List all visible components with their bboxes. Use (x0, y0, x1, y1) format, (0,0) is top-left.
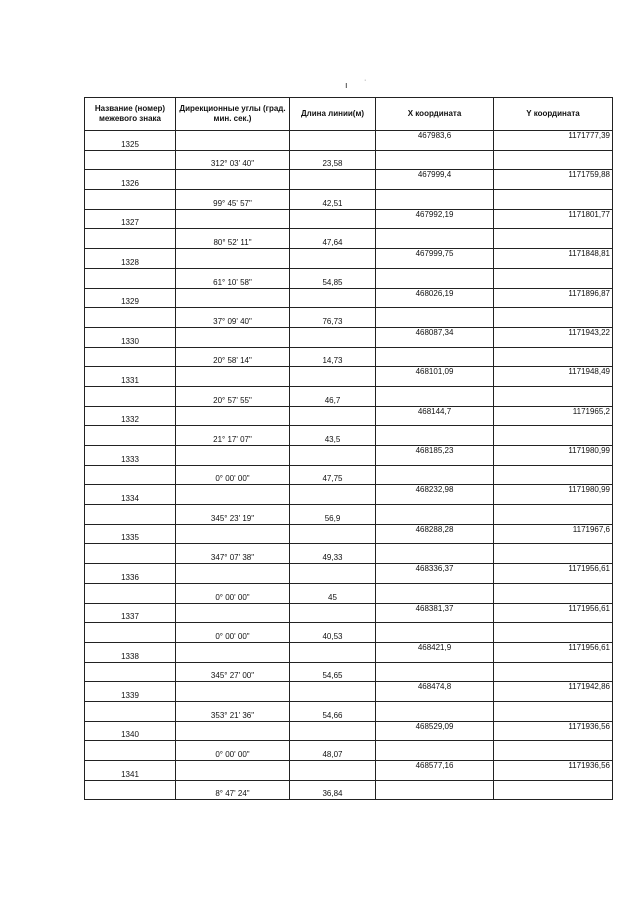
direction-angle-cell (176, 642, 290, 662)
line-length-cell: 48,07 (290, 741, 376, 761)
x-coordinate-cell: 468336,37 (376, 564, 494, 584)
line-length-cell (290, 761, 376, 781)
table-row (85, 662, 613, 682)
table-row (85, 446, 613, 466)
table-row (85, 761, 613, 781)
y-coordinate-cell (494, 229, 613, 249)
direction-angle-cell (176, 446, 290, 466)
line-length-cell (290, 564, 376, 584)
x-coordinate-cell (376, 780, 494, 800)
direction-angle-cell (176, 524, 290, 544)
marker-name-cell: 1333 (85, 446, 176, 466)
marker-name-cell: 1338 (85, 642, 176, 662)
y-coordinate-cell: 1171956,61 (494, 564, 613, 584)
table-row (85, 701, 613, 721)
y-coordinate-cell: 1171980,99 (494, 485, 613, 505)
direction-angle-cell: 21° 17' 07" (176, 426, 290, 446)
x-coordinate-cell: 468232,98 (376, 485, 494, 505)
direction-angle-cell (176, 682, 290, 702)
y-coordinate-cell (494, 386, 613, 406)
marker-name-cell: 1327 (85, 209, 176, 229)
y-coordinate-cell (494, 662, 613, 682)
line-length-cell: 56,9 (290, 505, 376, 525)
table-row (85, 564, 613, 584)
y-coordinate-cell (494, 347, 613, 367)
header-line-length: Длина линии(м) (290, 98, 376, 131)
direction-angle-cell (176, 131, 290, 151)
direction-angle-cell (176, 406, 290, 426)
line-length-cell: 45 (290, 583, 376, 603)
header-marker-name: Название (номер) межевого знака (85, 98, 176, 131)
direction-angle-cell (176, 761, 290, 781)
x-coordinate-cell: 467992,19 (376, 209, 494, 229)
x-coordinate-cell (376, 583, 494, 603)
table-row (85, 721, 613, 741)
table-row (85, 131, 613, 151)
table-row (85, 524, 613, 544)
y-coordinate-cell: 1171896,87 (494, 288, 613, 308)
line-length-cell: 14,73 (290, 347, 376, 367)
scan-mark: ı (345, 80, 348, 90)
table-row (85, 386, 613, 406)
y-coordinate-cell: 1171956,61 (494, 642, 613, 662)
line-length-cell: 49,33 (290, 544, 376, 564)
direction-angle-cell (176, 721, 290, 741)
line-length-cell (290, 406, 376, 426)
x-coordinate-cell (376, 544, 494, 564)
x-coordinate-cell: 468026,19 (376, 288, 494, 308)
scan-mark: · (364, 77, 367, 84)
x-coordinate-cell (376, 701, 494, 721)
direction-angle-cell: 345° 23' 19" (176, 505, 290, 525)
marker-name-cell (85, 268, 176, 288)
table-body (85, 131, 613, 800)
x-coordinate-cell: 468381,37 (376, 603, 494, 623)
x-coordinate-cell: 468087,34 (376, 327, 494, 347)
x-coordinate-cell: 467999,4 (376, 170, 494, 190)
table-row (85, 268, 613, 288)
header-y-coordinate: Y координата (494, 98, 613, 131)
line-length-cell (290, 446, 376, 466)
line-length-cell: 76,73 (290, 308, 376, 328)
marker-name-cell: 1331 (85, 367, 176, 387)
table-row (85, 623, 613, 643)
y-coordinate-cell: 1171956,61 (494, 603, 613, 623)
direction-angle-cell: 353° 21' 36" (176, 701, 290, 721)
x-coordinate-cell: 468529,09 (376, 721, 494, 741)
table-row (85, 485, 613, 505)
marker-name-cell: 1328 (85, 249, 176, 269)
y-coordinate-cell: 1171777,39 (494, 131, 613, 151)
y-coordinate-cell: 1171801,77 (494, 209, 613, 229)
direction-angle-cell: 20° 57' 55" (176, 386, 290, 406)
marker-name-cell: 1334 (85, 485, 176, 505)
direction-angle-cell (176, 209, 290, 229)
marker-name-cell: 1341 (85, 761, 176, 781)
marker-name-cell: 1332 (85, 406, 176, 426)
line-length-cell (290, 131, 376, 151)
y-coordinate-cell (494, 268, 613, 288)
line-length-cell (290, 209, 376, 229)
x-coordinate-cell (376, 505, 494, 525)
line-length-cell (290, 682, 376, 702)
direction-angle-cell: 0° 00' 00" (176, 583, 290, 603)
y-coordinate-cell: 1171848,81 (494, 249, 613, 269)
direction-angle-cell: 20° 58' 14" (176, 347, 290, 367)
x-coordinate-cell (376, 229, 494, 249)
y-coordinate-cell: 1171943,22 (494, 327, 613, 347)
line-length-cell (290, 603, 376, 623)
line-length-cell: 40,53 (290, 623, 376, 643)
line-length-cell (290, 642, 376, 662)
y-coordinate-cell: 1171948,49 (494, 367, 613, 387)
line-length-cell (290, 249, 376, 269)
y-coordinate-cell (494, 150, 613, 170)
direction-angle-cell (176, 485, 290, 505)
direction-angle-cell (176, 367, 290, 387)
marker-name-cell (85, 505, 176, 525)
line-length-cell: 54,85 (290, 268, 376, 288)
y-coordinate-cell (494, 583, 613, 603)
y-coordinate-cell: 1171936,56 (494, 761, 613, 781)
line-length-cell (290, 721, 376, 741)
marker-name-cell (85, 386, 176, 406)
line-length-cell: 43,5 (290, 426, 376, 446)
line-length-cell: 54,65 (290, 662, 376, 682)
marker-name-cell: 1337 (85, 603, 176, 623)
table-row (85, 465, 613, 485)
marker-name-cell (85, 465, 176, 485)
table-row (85, 170, 613, 190)
y-coordinate-cell: 1171965,2 (494, 406, 613, 426)
y-coordinate-cell: 1171936,56 (494, 721, 613, 741)
marker-name-cell (85, 780, 176, 800)
marker-name-cell (85, 229, 176, 249)
y-coordinate-cell (494, 780, 613, 800)
table-row (85, 603, 613, 623)
line-length-cell (290, 524, 376, 544)
y-coordinate-cell (494, 426, 613, 446)
x-coordinate-cell (376, 465, 494, 485)
x-coordinate-cell: 467983,6 (376, 131, 494, 151)
y-coordinate-cell (494, 623, 613, 643)
line-length-cell: 42,51 (290, 190, 376, 210)
direction-angle-cell (176, 603, 290, 623)
marker-name-cell (85, 426, 176, 446)
direction-angle-cell (176, 564, 290, 584)
marker-name-cell (85, 190, 176, 210)
direction-angle-cell: 80° 52' 11" (176, 229, 290, 249)
direction-angle-cell (176, 288, 290, 308)
direction-angle-cell: 312° 03' 40" (176, 150, 290, 170)
x-coordinate-cell: 467999,75 (376, 249, 494, 269)
x-coordinate-cell: 468101,09 (376, 367, 494, 387)
y-coordinate-cell: 1171980,99 (494, 446, 613, 466)
line-length-cell: 23,58 (290, 150, 376, 170)
line-length-cell: 47,64 (290, 229, 376, 249)
marker-name-cell: 1336 (85, 564, 176, 584)
y-coordinate-cell (494, 701, 613, 721)
x-coordinate-cell: 468288,28 (376, 524, 494, 544)
table-header (85, 98, 613, 131)
marker-name-cell: 1325 (85, 131, 176, 151)
table-row (85, 229, 613, 249)
marker-name-cell (85, 150, 176, 170)
marker-name-cell (85, 741, 176, 761)
direction-angle-cell: 0° 00' 00" (176, 623, 290, 643)
direction-angle-cell: 345° 27' 00" (176, 662, 290, 682)
marker-name-cell (85, 308, 176, 328)
line-length-cell: 36,84 (290, 780, 376, 800)
x-coordinate-cell (376, 150, 494, 170)
table-row (85, 406, 613, 426)
x-coordinate-cell (376, 308, 494, 328)
direction-angle-cell (176, 249, 290, 269)
marker-name-cell: 1329 (85, 288, 176, 308)
marker-name-cell: 1339 (85, 682, 176, 702)
x-coordinate-cell (376, 623, 494, 643)
table-row (85, 288, 613, 308)
line-length-cell: 47,75 (290, 465, 376, 485)
y-coordinate-cell: 1171942,86 (494, 682, 613, 702)
line-length-cell: 46,7 (290, 386, 376, 406)
x-coordinate-cell (376, 190, 494, 210)
marker-name-cell (85, 583, 176, 603)
x-coordinate-cell: 468474,8 (376, 682, 494, 702)
marker-name-cell: 1340 (85, 721, 176, 741)
table-row (85, 308, 613, 328)
marker-name-cell (85, 347, 176, 367)
x-coordinate-cell: 468144,7 (376, 406, 494, 426)
y-coordinate-cell (494, 308, 613, 328)
table-row (85, 642, 613, 662)
y-coordinate-cell: 1171967,6 (494, 524, 613, 544)
table-row (85, 367, 613, 387)
table-row (85, 347, 613, 367)
header-x-coordinate: X координата (376, 98, 494, 131)
table-row (85, 741, 613, 761)
table-row (85, 583, 613, 603)
x-coordinate-cell: 468577,16 (376, 761, 494, 781)
direction-angle-cell: 99° 45' 57" (176, 190, 290, 210)
x-coordinate-cell: 468421,9 (376, 642, 494, 662)
x-coordinate-cell (376, 347, 494, 367)
y-coordinate-cell (494, 505, 613, 525)
table-row (85, 780, 613, 800)
x-coordinate-cell (376, 386, 494, 406)
direction-angle-cell (176, 170, 290, 190)
header-direction-angle: Дирекционные углы (град. мин. сек.) (176, 98, 290, 131)
y-coordinate-cell: 1171759,88 (494, 170, 613, 190)
table-row (85, 505, 613, 525)
marker-name-cell (85, 662, 176, 682)
y-coordinate-cell (494, 190, 613, 210)
marker-name-cell (85, 623, 176, 643)
table-row (85, 426, 613, 446)
direction-angle-cell: 347° 07' 38" (176, 544, 290, 564)
marker-name-cell: 1326 (85, 170, 176, 190)
direction-angle-cell: 61° 10' 58" (176, 268, 290, 288)
marker-name-cell: 1330 (85, 327, 176, 347)
header-row (85, 98, 613, 131)
y-coordinate-cell (494, 741, 613, 761)
line-length-cell (290, 485, 376, 505)
marker-name-cell (85, 544, 176, 564)
line-length-cell (290, 170, 376, 190)
table-row (85, 209, 613, 229)
direction-angle-cell: 0° 00' 00" (176, 465, 290, 485)
table-row (85, 327, 613, 347)
marker-name-cell: 1335 (85, 524, 176, 544)
table-row (85, 249, 613, 269)
x-coordinate-cell (376, 426, 494, 446)
y-coordinate-cell (494, 465, 613, 485)
x-coordinate-cell (376, 662, 494, 682)
line-length-cell (290, 327, 376, 347)
direction-angle-cell (176, 327, 290, 347)
table-row (85, 682, 613, 702)
marker-name-cell (85, 701, 176, 721)
x-coordinate-cell (376, 268, 494, 288)
line-length-cell (290, 288, 376, 308)
boundary-coordinates-table (84, 97, 613, 800)
x-coordinate-cell: 468185,23 (376, 446, 494, 466)
direction-angle-cell: 0° 00' 00" (176, 741, 290, 761)
table-row (85, 150, 613, 170)
table-row (85, 544, 613, 564)
line-length-cell: 54,66 (290, 701, 376, 721)
y-coordinate-cell (494, 544, 613, 564)
table-row (85, 190, 613, 210)
line-length-cell (290, 367, 376, 387)
direction-angle-cell: 37° 09' 40" (176, 308, 290, 328)
x-coordinate-cell (376, 741, 494, 761)
direction-angle-cell: 8° 47' 24" (176, 780, 290, 800)
